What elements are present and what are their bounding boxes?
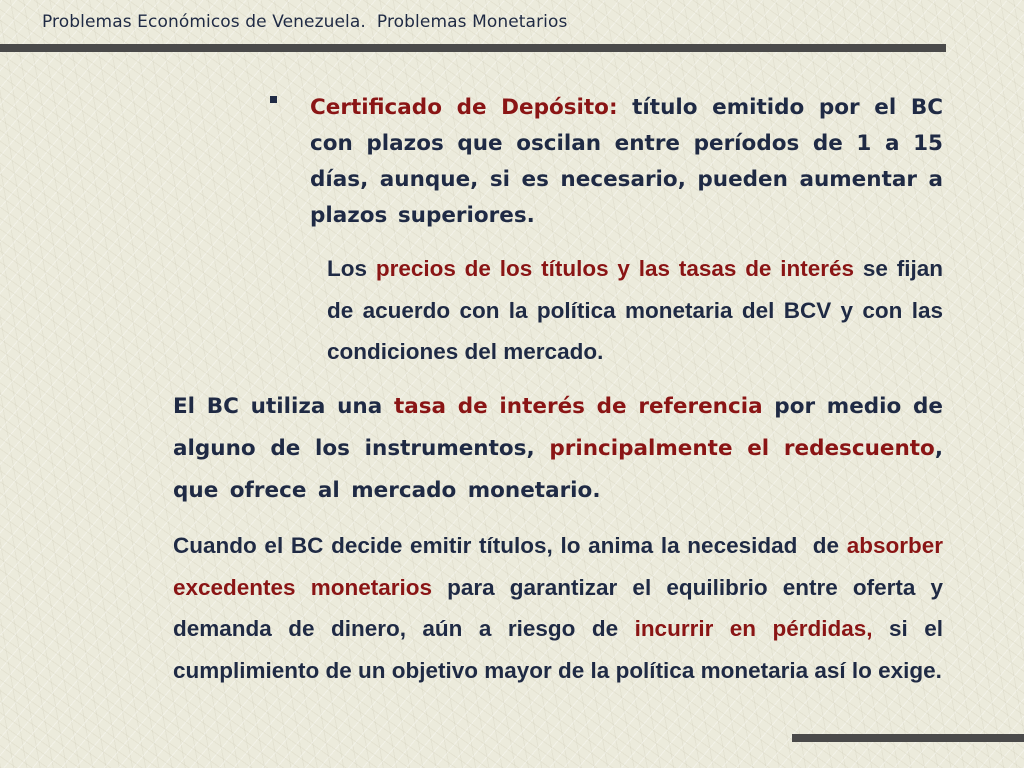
text-segment: se fijan de acuerdo con la política monetaria del BCV y con las condiciones del mercado. bbox=[327, 256, 943, 364]
paragraph-precios bbox=[327, 248, 943, 373]
highlight-perdidas: incurrir en pérdidas, bbox=[634, 616, 873, 641]
square-bullet-icon bbox=[270, 96, 277, 103]
paragraph-certificado bbox=[310, 90, 943, 234]
text-segment: , que ofrece al mercado monetario. bbox=[173, 436, 943, 503]
text-segment: El BC utiliza una bbox=[173, 394, 394, 419]
header-divider bbox=[0, 44, 946, 52]
footer-divider bbox=[792, 734, 1024, 742]
text-segment: para garantizar el equilibrio entre oferta y demanda de dinero, aún a riesgo de bbox=[173, 574, 943, 641]
slide-header-title: Problemas Económicos de Venezuela. Problemas Monetarios bbox=[42, 12, 568, 32]
highlight-redescuento: principalmente el redescuento bbox=[549, 436, 935, 461]
highlight-precios: precios de los títulos y las tasas de interés bbox=[375, 256, 855, 281]
term-certificado: Certificado de Depósito: bbox=[310, 95, 618, 120]
highlight-tasa-referencia: tasa de interés de referencia bbox=[393, 394, 763, 419]
paragraph-tasa-referencia bbox=[173, 386, 943, 512]
text-segment: Los bbox=[327, 256, 376, 281]
definition-text: título emitido por el BC con plazos que oscilan entre períodos de 1 a 15 días, aunque, si es necesario, pueden aumentar a plazos superiores. bbox=[310, 95, 943, 228]
text-segment: por medio de alguno de los instrumentos, bbox=[173, 394, 943, 461]
highlight-absorber: absorber excedentes monetarios bbox=[173, 533, 943, 600]
text-segment: si el cumplimiento de un objetivo mayor de la política monetaria así lo exige. bbox=[173, 616, 943, 683]
text-segment: Cuando el BC decide emitir títulos, lo anima la necesidad de bbox=[173, 533, 847, 558]
paragraph-emitir-titulos bbox=[173, 525, 943, 691]
